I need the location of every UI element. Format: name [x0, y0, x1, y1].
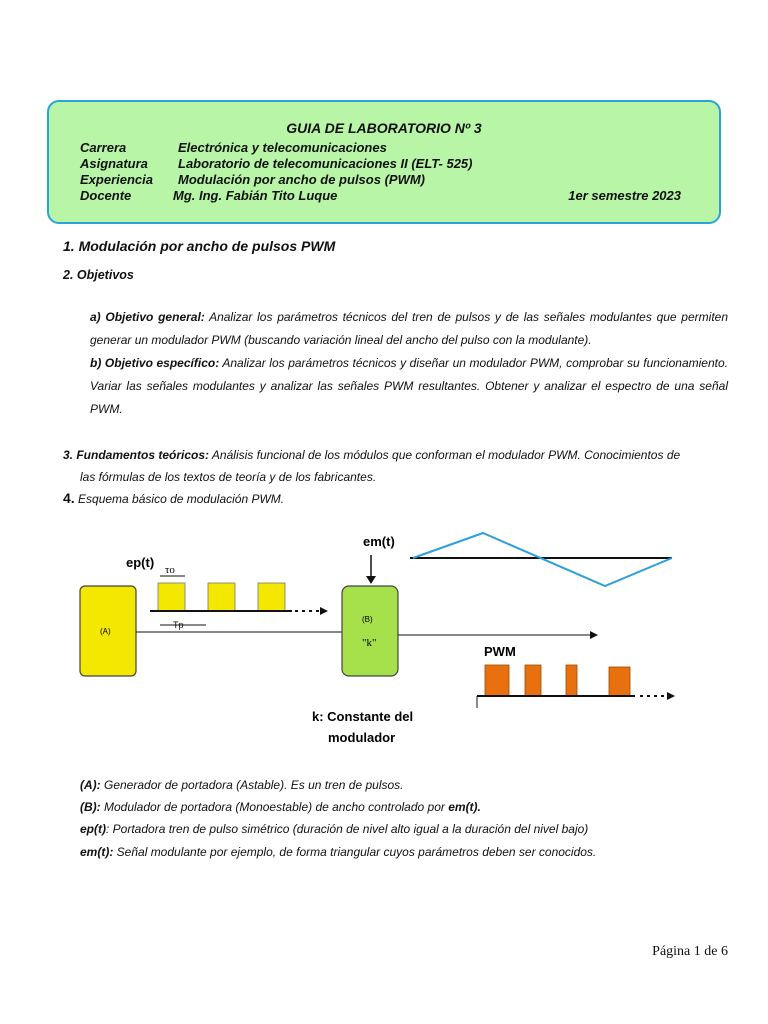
tau-label: τo: [165, 564, 175, 576]
em-label: em(t): [363, 534, 395, 549]
section-3: [63, 444, 728, 488]
semester-label: 1er semestre 2023: [568, 188, 681, 203]
legend-em: [80, 845, 596, 859]
lab-guide-title: GUIA DE LABORATORIO Nº 3: [286, 120, 482, 136]
legend-tail: em(t).: [448, 800, 481, 814]
header-key: Asignatura: [80, 156, 148, 171]
section-4: [63, 490, 284, 506]
header-value: Modulación por ancho de pulsos (PWM): [178, 172, 425, 187]
header-row-experiencia: [80, 172, 425, 187]
k-constant-line1: k: Constante del: [312, 709, 414, 724]
section-3-text-cont: las fórmulas de los textos de teoría y de los fabricantes.: [80, 470, 377, 484]
pwm-pulse: [525, 665, 541, 696]
block-b-label: (B): [362, 615, 373, 624]
objective-specific-text: Analizar los parámetros técnicos y diseñar un modulador PWM, comprobar su funcionamiento. Variar las señales modulantes y analizar las señales PWM resultantes. Obtener y analizar el espectro de una señal PWM.: [90, 356, 728, 416]
legend-label: em(t):: [80, 845, 114, 859]
legend-text: Generador de portadora (Astable). Es un tren de pulsos.: [100, 778, 404, 792]
em-arrowhead: [366, 576, 376, 584]
pwm-pulse: [566, 665, 577, 696]
ep-label: ep(t): [126, 555, 155, 570]
pwm-pulse: [609, 667, 630, 696]
header-value: Mg. Ing. Fabián Tito Luque: [173, 188, 338, 203]
header-key: Experiencia: [80, 172, 153, 187]
header-key: Docente: [80, 188, 132, 203]
tp-label: Tp: [173, 620, 184, 630]
legend-ep: [80, 822, 588, 836]
legend-label: (A):: [80, 778, 101, 792]
carrier-pulse: [258, 583, 285, 611]
objective-general: [90, 306, 728, 352]
pwm-label: PWM: [484, 644, 516, 659]
section-4-number: 4.: [63, 490, 75, 506]
carrier-pulse: [208, 583, 235, 611]
section-2-heading: 2. Objetivos: [63, 268, 134, 282]
block-a-label: (A): [100, 627, 111, 636]
legend-label: ep(t): [80, 822, 106, 836]
objective-specific: [90, 352, 728, 421]
legend-text: Modulador de portadora (Monoestable) de ancho controlado por: [100, 800, 449, 814]
pwm-block-diagram: [0, 520, 768, 760]
section-4-text: Esquema básico de modulación PWM.: [74, 492, 285, 506]
header-row-docente: [80, 188, 337, 203]
output-arrowhead: [590, 631, 598, 639]
block-b: [342, 586, 398, 676]
carrier-pulse: [158, 583, 185, 611]
header-row-carrera: [80, 140, 387, 155]
legend-b: [80, 800, 481, 814]
carrier-arrowhead: [320, 607, 328, 615]
objective-specific-label: b) Objetivo específico:: [90, 356, 220, 370]
legend-text: : Portadora tren de pulso simétrico (duración de nivel alto igual a la duración del nivel bajo): [106, 822, 589, 836]
section-3-label: 3. Fundamentos teóricos:: [63, 448, 210, 462]
em-triangle-wave: [413, 533, 672, 586]
legend-text: Señal modulante por ejemplo, de forma triangular cuyos parámetros deben ser conocidos.: [113, 845, 597, 859]
header-key: Carrera: [80, 140, 127, 155]
header-box: [47, 100, 721, 224]
section-3-text: Análisis funcional de los módulos que conforman el modulador PWM. Conocimientos de: [209, 448, 681, 462]
k-constant-line2: modulador: [328, 730, 396, 745]
header-value: Electrónica y telecomunicaciones: [178, 140, 387, 155]
header-row-asignatura: [80, 156, 473, 171]
page-number: Página 1 de 6: [652, 944, 728, 959]
section-1-heading: 1. Modulación por ancho de pulsos PWM: [63, 238, 336, 254]
legend-label: (B):: [80, 800, 101, 814]
pwm-arrowhead: [667, 692, 675, 700]
objective-general-text: Analizar los parámetros técnicos del tren de pulsos y de las señales modulantes que permiten generar un modulador PWM (buscando variación lineal del ancho del pulso con la modulante).: [90, 310, 728, 347]
legend-a: [80, 778, 404, 792]
pwm-pulse: [485, 665, 509, 696]
objective-general-label: a) Objetivo general:: [90, 310, 205, 324]
header-value: Laboratorio de telecomunicaciones II (ELT- 525): [178, 156, 473, 171]
block-b-k: "k": [362, 637, 377, 649]
